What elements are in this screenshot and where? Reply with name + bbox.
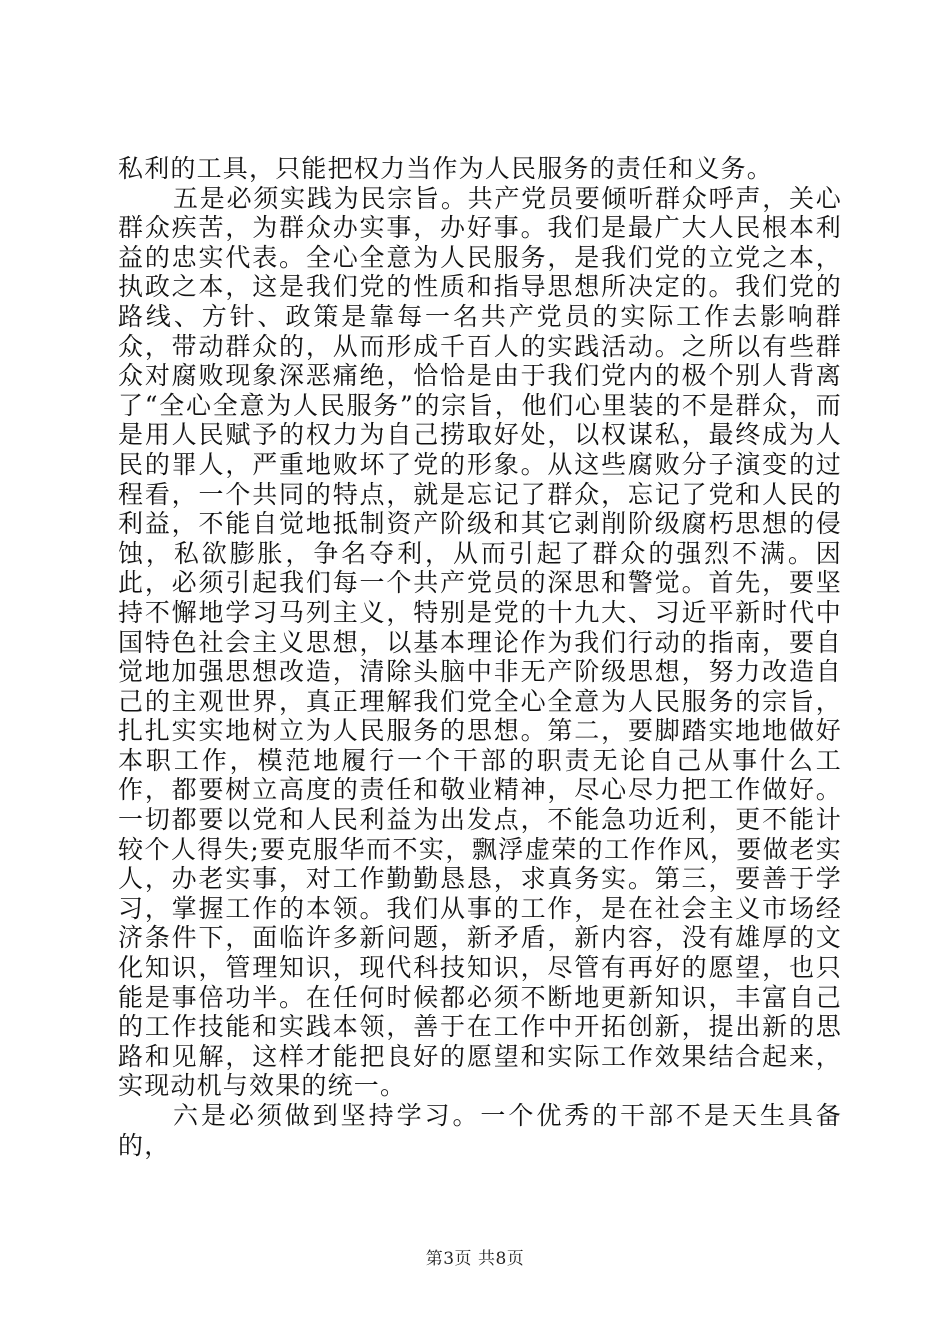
document-body xyxy=(118,154,842,1160)
paragraph-3: 六是必须做到坚持学习。一个优秀的干部不是天生具备的， xyxy=(118,1101,842,1160)
paragraph-1: 私利的工具，只能把权力当作为人民服务的责任和义务。 xyxy=(118,154,774,183)
page-number-footer: 第3页 共8页 xyxy=(425,1249,525,1269)
paragraph-2: 五是必须实践为民宗旨。共产党员要倾听群众呼声，关心群众疾苦，为群众办实事，办好事。我们是最广大人民根本利益的忠实代表。全心全意为人民服务，是我们党的立党之本，执政之本，这是我们党的性质和指导思想所决定的。我们党的路线、方针、政策是靠每一名共产党员的实际工作去影响群众，带动群众的，从而形成千百人的实践活动。之所以有些群众对腐败现象深恶痛绝，恰恰是由于我们党内的极个别人背离了“全心全意为人民服务”的宗旨，他们心里装的不是群众，而是用人民赋予的权力为自己捞取好处，以权谋私，最终成为人民的罪人，严重地败坏了党的形象。从这些腐败分子演变的过程看，一个共同的特点，就是忘记了群众，忘记了党和人民的利益，不能自觉地抵制资产阶级和其它剥削阶级腐朽思想的侵蚀，私欲膨胀，争名夺利，从而引起了群众的强烈不满。因此，必须引起我们每一个共产党员的深思和警觉。首先，要坚持不懈地学习马列主义，特别是党的十九大、习近平新时代中国特色社会主义思想，以基本理论作为我们行动的指南，要自觉地加强思想改造，清除头脑中非无产阶级思想，努力改造自己的主观世界，真正理解我们党全心全意为人民服务的宗旨，扎扎实实地树立为人民服务的思想。第二，要脚踏实地地做好本职工作，模范地履行一个干部的职责无论自己从事什么工作，都要树立高度的责任和敬业精神，尽心尽力把工作做好。一切都要以党和人民利益为出发点，不能急功近利，更不能计较个人得失;要克服华而不实，飘浮虚荣的工作作风，要做老实人，办老实事，对工作勤勤恳恳，求真务实。第三，要善于学习，掌握工作的本领。我们从事的工作，是在社会主义市场经济条件下，面临许多新问题，新矛盾，新内容，没有雄厚的文化知识，管理知识，现代科技知识，尽管有再好的愿望，也只能是事倍功半。在任何时候都必须不断地更新知识，丰富自己的工作技能和实践本领，善于在工作中开拓创新，提出新的思路和见解，这样才能把良好的愿望和实际工作效果结合起来，实现动机与效果的统一。 xyxy=(118,183,842,1101)
